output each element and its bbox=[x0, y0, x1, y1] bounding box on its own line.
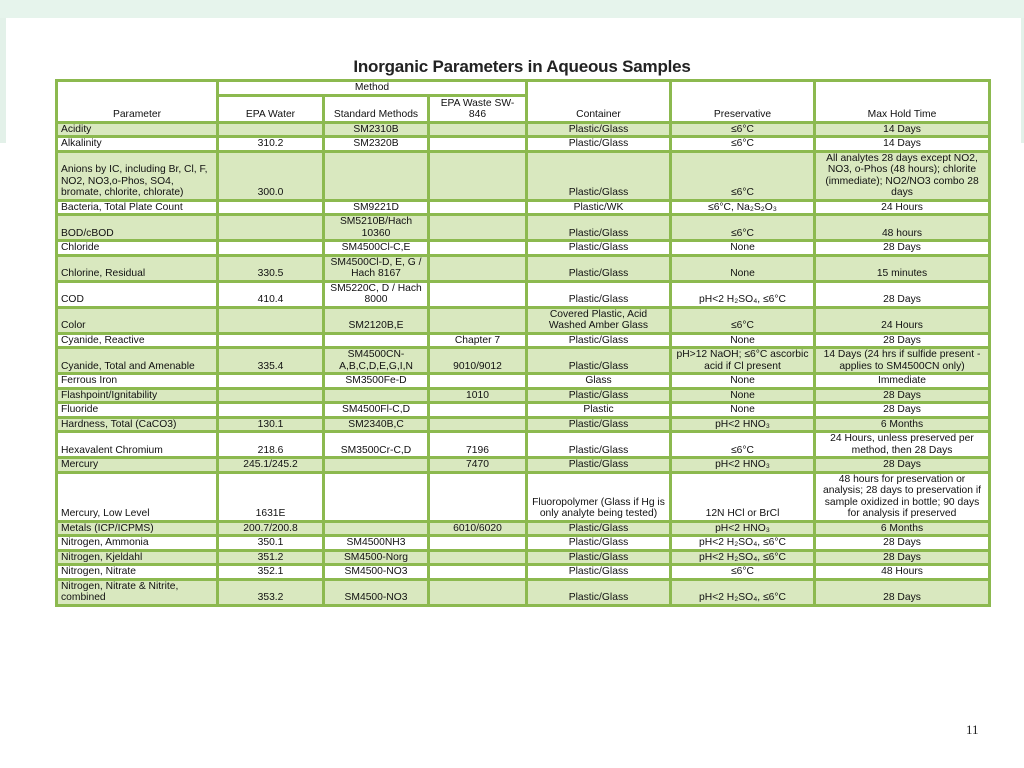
cell-max-hold-time: 24 Hours bbox=[815, 200, 990, 215]
cell-epa-water: 218.6 bbox=[218, 432, 324, 458]
cell-preservative: ≤6°C bbox=[671, 565, 815, 580]
cell-epa-water: 330.5 bbox=[218, 255, 324, 281]
cell-parameter: Hexavalent Chromium bbox=[57, 432, 218, 458]
cell-parameter: Acidity bbox=[57, 122, 218, 137]
cell-preservative: None bbox=[671, 374, 815, 389]
cell-epa-water: 350.1 bbox=[218, 536, 324, 551]
cell-standard-methods: SM4500Cl-C,E bbox=[324, 241, 429, 256]
header-epa-waste: EPA Waste SW-846 bbox=[429, 95, 527, 122]
cell-preservative: pH<2 H₂SO₄, ≤6°C bbox=[671, 536, 815, 551]
cell-parameter: Anions by IC, including Br, Cl, F, NO2, NO3,o-Phos, SO4, bromate, chlorite, chlorate) bbox=[57, 151, 218, 200]
cell-max-hold-time: 15 minutes bbox=[815, 255, 990, 281]
cell-preservative: pH>12 NaOH; ≤6°C ascorbic acid if Cl present bbox=[671, 348, 815, 374]
slide-top-band bbox=[0, 0, 1024, 18]
table-row bbox=[57, 137, 990, 152]
table-row bbox=[57, 403, 990, 418]
table-row bbox=[57, 521, 990, 536]
cell-container: Plastic/Glass bbox=[527, 550, 671, 565]
cell-epa-waste bbox=[429, 151, 527, 200]
cell-epa-waste bbox=[429, 241, 527, 256]
cell-max-hold-time: 24 Hours, unless preserved per method, then 28 Days bbox=[815, 432, 990, 458]
cell-epa-waste bbox=[429, 472, 527, 521]
cell-standard-methods: SM4500-Norg bbox=[324, 550, 429, 565]
cell-epa-water bbox=[218, 122, 324, 137]
table-row bbox=[57, 388, 990, 403]
cell-epa-waste: 1010 bbox=[429, 388, 527, 403]
table-row bbox=[57, 579, 990, 605]
table-title: Inorganic Parameters in Aqueous Samples bbox=[353, 57, 691, 76]
cell-epa-water: 352.1 bbox=[218, 565, 324, 580]
cell-parameter: Bacteria, Total Plate Count bbox=[57, 200, 218, 215]
cell-epa-water: 351.2 bbox=[218, 550, 324, 565]
cell-parameter: Cyanide, Total and Amenable bbox=[57, 348, 218, 374]
header-preservative: Preservative bbox=[671, 81, 815, 123]
table-row bbox=[57, 432, 990, 458]
cell-epa-waste bbox=[429, 374, 527, 389]
cell-container: Plastic/Glass bbox=[527, 255, 671, 281]
header-parameter: Parameter bbox=[57, 81, 218, 123]
cell-preservative: ≤6°C bbox=[671, 432, 815, 458]
cell-epa-water bbox=[218, 374, 324, 389]
cell-epa-waste bbox=[429, 255, 527, 281]
cell-standard-methods bbox=[324, 521, 429, 536]
cell-max-hold-time: 48 Hours bbox=[815, 565, 990, 580]
cell-parameter: Hardness, Total (CaCO3) bbox=[57, 417, 218, 432]
cell-container: Plastic/Glass bbox=[527, 417, 671, 432]
cell-standard-methods: SM4500Cl-D, E, G / Hach 8167 bbox=[324, 255, 429, 281]
cell-standard-methods: SM4500-NO3 bbox=[324, 565, 429, 580]
cell-parameter: COD bbox=[57, 281, 218, 307]
cell-epa-water: 335.4 bbox=[218, 348, 324, 374]
cell-container: Plastic/Glass bbox=[527, 579, 671, 605]
cell-preservative: None bbox=[671, 388, 815, 403]
cell-epa-water: 410.4 bbox=[218, 281, 324, 307]
cell-container: Plastic/Glass bbox=[527, 281, 671, 307]
table-row bbox=[57, 241, 990, 256]
table-row bbox=[57, 200, 990, 215]
slide-number: 11 bbox=[966, 722, 979, 737]
cell-standard-methods: SM3500Fe-D bbox=[324, 374, 429, 389]
cell-epa-waste bbox=[429, 565, 527, 580]
table-row bbox=[57, 565, 990, 580]
cell-container: Plastic/Glass bbox=[527, 565, 671, 580]
cell-epa-waste bbox=[429, 281, 527, 307]
cell-standard-methods: SM9221D bbox=[324, 200, 429, 215]
cell-epa-waste bbox=[429, 122, 527, 137]
cell-epa-water: 353.2 bbox=[218, 579, 324, 605]
table-body bbox=[57, 122, 990, 605]
cell-max-hold-time: 6 Months bbox=[815, 521, 990, 536]
table-row bbox=[57, 122, 990, 137]
cell-standard-methods: SM2320B bbox=[324, 137, 429, 152]
cell-epa-waste bbox=[429, 137, 527, 152]
cell-container: Plastic bbox=[527, 403, 671, 418]
cell-preservative: 12N HCl or BrCl bbox=[671, 472, 815, 521]
cell-parameter: Fluoride bbox=[57, 403, 218, 418]
cell-epa-water: 245.1/245.2 bbox=[218, 458, 324, 473]
table-row bbox=[57, 374, 990, 389]
header-standard-methods: Standard Methods bbox=[324, 95, 429, 122]
table-row bbox=[57, 550, 990, 565]
cell-preservative: None bbox=[671, 241, 815, 256]
cell-preservative: ≤6°C bbox=[671, 122, 815, 137]
table-row bbox=[57, 472, 990, 521]
cell-max-hold-time: 28 Days bbox=[815, 550, 990, 565]
cell-preservative: None bbox=[671, 255, 815, 281]
cell-epa-waste bbox=[429, 200, 527, 215]
cell-parameter: Ferrous Iron bbox=[57, 374, 218, 389]
cell-container: Plastic/Glass bbox=[527, 333, 671, 348]
cell-epa-waste: 9010/9012 bbox=[429, 348, 527, 374]
cell-preservative: ≤6°C bbox=[671, 307, 815, 333]
table-row bbox=[57, 215, 990, 241]
cell-preservative: ≤6°C bbox=[671, 215, 815, 241]
table-row bbox=[57, 536, 990, 551]
parameters-table-container bbox=[55, 79, 988, 607]
cell-standard-methods: SM2120B,E bbox=[324, 307, 429, 333]
table-row bbox=[57, 417, 990, 432]
cell-epa-waste bbox=[429, 215, 527, 241]
header-container: Container bbox=[527, 81, 671, 123]
cell-max-hold-time: 28 Days bbox=[815, 536, 990, 551]
cell-epa-waste bbox=[429, 550, 527, 565]
cell-preservative: ≤6°C bbox=[671, 137, 815, 152]
cell-standard-methods: SM4500CN- A,B,C,D,E,G,I,N bbox=[324, 348, 429, 374]
cell-parameter: Nitrogen, Ammonia bbox=[57, 536, 218, 551]
cell-container: Plastic/Glass bbox=[527, 432, 671, 458]
cell-parameter: Nitrogen, Kjeldahl bbox=[57, 550, 218, 565]
cell-parameter: BOD/cBOD bbox=[57, 215, 218, 241]
cell-parameter: Nitrogen, Nitrate bbox=[57, 565, 218, 580]
cell-standard-methods bbox=[324, 388, 429, 403]
cell-max-hold-time: 28 Days bbox=[815, 333, 990, 348]
cell-epa-water bbox=[218, 215, 324, 241]
table-row bbox=[57, 307, 990, 333]
cell-standard-methods: SM4500NH3 bbox=[324, 536, 429, 551]
cell-preservative: ≤6°C bbox=[671, 151, 815, 200]
cell-preservative: pH<2 H₂SO₄, ≤6°C bbox=[671, 579, 815, 605]
cell-epa-waste bbox=[429, 307, 527, 333]
cell-max-hold-time: 48 hours bbox=[815, 215, 990, 241]
cell-epa-water: 200.7/200.8 bbox=[218, 521, 324, 536]
cell-max-hold-time: 14 Days bbox=[815, 137, 990, 152]
cell-preservative: None bbox=[671, 403, 815, 418]
table-row bbox=[57, 333, 990, 348]
cell-max-hold-time: Immediate bbox=[815, 374, 990, 389]
cell-parameter: Color bbox=[57, 307, 218, 333]
cell-parameter: Chloride bbox=[57, 241, 218, 256]
cell-preservative: pH<2 HNO₃ bbox=[671, 521, 815, 536]
cell-container: Covered Plastic, Acid Washed Amber Glass bbox=[527, 307, 671, 333]
cell-epa-water: 1631E bbox=[218, 472, 324, 521]
cell-epa-waste bbox=[429, 403, 527, 418]
cell-standard-methods: SM2340B,C bbox=[324, 417, 429, 432]
cell-preservative: pH<2 H₂SO₄, ≤6°C bbox=[671, 550, 815, 565]
cell-preservative: None bbox=[671, 333, 815, 348]
header-epa-water: EPA Water bbox=[218, 95, 324, 122]
cell-container: Plastic/Glass bbox=[527, 241, 671, 256]
cell-container: Plastic/Glass bbox=[527, 521, 671, 536]
cell-epa-waste: 7196 bbox=[429, 432, 527, 458]
cell-parameter: Nitrogen, Nitrate & Nitrite, combined bbox=[57, 579, 218, 605]
cell-standard-methods bbox=[324, 151, 429, 200]
cell-parameter: Mercury, Low Level bbox=[57, 472, 218, 521]
cell-container: Plastic/Glass bbox=[527, 348, 671, 374]
cell-container: Plastic/WK bbox=[527, 200, 671, 215]
cell-parameter: Mercury bbox=[57, 458, 218, 473]
slide-left-accent bbox=[0, 18, 6, 143]
cell-parameter: Metals (ICP/ICPMS) bbox=[57, 521, 218, 536]
cell-max-hold-time: 14 Days (24 hrs if sulfide present - applies to SM4500CN only) bbox=[815, 348, 990, 374]
cell-standard-methods: SM3500Cr-C,D bbox=[324, 432, 429, 458]
cell-container: Plastic/Glass bbox=[527, 458, 671, 473]
cell-standard-methods: SM4500Fl-C,D bbox=[324, 403, 429, 418]
cell-epa-waste bbox=[429, 417, 527, 432]
cell-parameter: Chlorine, Residual bbox=[57, 255, 218, 281]
cell-epa-water bbox=[218, 200, 324, 215]
table-row bbox=[57, 348, 990, 374]
cell-container: Plastic/Glass bbox=[527, 215, 671, 241]
cell-container: Glass bbox=[527, 374, 671, 389]
cell-container: Plastic/Glass bbox=[527, 536, 671, 551]
cell-epa-water: 310.2 bbox=[218, 137, 324, 152]
table-row bbox=[57, 255, 990, 281]
cell-max-hold-time: 28 Days bbox=[815, 579, 990, 605]
cell-standard-methods bbox=[324, 333, 429, 348]
cell-container: Plastic/Glass bbox=[527, 151, 671, 200]
cell-max-hold-time: 28 Days bbox=[815, 403, 990, 418]
cell-epa-water: 130.1 bbox=[218, 417, 324, 432]
cell-preservative: ≤6°C, Na₂S₂O₃ bbox=[671, 200, 815, 215]
cell-epa-water bbox=[218, 307, 324, 333]
cell-parameter: Alkalinity bbox=[57, 137, 218, 152]
header-max-hold-time: Max Hold Time bbox=[815, 81, 990, 123]
cell-standard-methods: SM5220C, D / Hach 8000 bbox=[324, 281, 429, 307]
cell-epa-water bbox=[218, 403, 324, 418]
cell-epa-waste bbox=[429, 536, 527, 551]
cell-preservative: pH<2 HNO₃ bbox=[671, 458, 815, 473]
cell-epa-waste: 6010/6020 bbox=[429, 521, 527, 536]
cell-standard-methods: SM5210B/Hach 10360 bbox=[324, 215, 429, 241]
cell-container: Plastic/Glass bbox=[527, 388, 671, 403]
cell-preservative: pH<2 HNO₃ bbox=[671, 417, 815, 432]
cell-epa-water bbox=[218, 333, 324, 348]
cell-epa-waste bbox=[429, 579, 527, 605]
cell-epa-waste: Chapter 7 bbox=[429, 333, 527, 348]
cell-container: Fluoropolymer (Glass if Hg is only analyte being tested) bbox=[527, 472, 671, 521]
cell-standard-methods: SM4500-NO3 bbox=[324, 579, 429, 605]
cell-epa-waste: 7470 bbox=[429, 458, 527, 473]
cell-epa-water bbox=[218, 241, 324, 256]
cell-max-hold-time: 6 Months bbox=[815, 417, 990, 432]
cell-max-hold-time: 24 Hours bbox=[815, 307, 990, 333]
cell-parameter: Flashpoint/Ignitability bbox=[57, 388, 218, 403]
cell-container: Plastic/Glass bbox=[527, 137, 671, 152]
inorganic-parameters-table bbox=[55, 79, 991, 607]
cell-standard-methods bbox=[324, 472, 429, 521]
cell-max-hold-time: 14 Days bbox=[815, 122, 990, 137]
cell-max-hold-time: 28 Days bbox=[815, 241, 990, 256]
cell-standard-methods: SM2310B bbox=[324, 122, 429, 137]
cell-max-hold-time: All analytes 28 days except NO2, NO3, o-Phos (48 hours); chlorite (immediate); NO2/NO3 combo 28 days bbox=[815, 151, 990, 200]
cell-max-hold-time: 28 Days bbox=[815, 388, 990, 403]
cell-container: Plastic/Glass bbox=[527, 122, 671, 137]
cell-preservative: pH<2 H₂SO₄, ≤6°C bbox=[671, 281, 815, 307]
cell-max-hold-time: 48 hours for preservation or analysis; 28 days to preservation if sample oxidized in bottle; 90 days for analysis if preserved bbox=[815, 472, 990, 521]
cell-standard-methods bbox=[324, 458, 429, 473]
table-row bbox=[57, 151, 990, 200]
cell-parameter: Cyanide, Reactive bbox=[57, 333, 218, 348]
cell-max-hold-time: 28 Days bbox=[815, 458, 990, 473]
table-row bbox=[57, 458, 990, 473]
table-row bbox=[57, 281, 990, 307]
cell-epa-water bbox=[218, 388, 324, 403]
header-method-group: Method bbox=[218, 81, 527, 96]
cell-max-hold-time: 28 Days bbox=[815, 281, 990, 307]
cell-epa-water: 300.0 bbox=[218, 151, 324, 200]
